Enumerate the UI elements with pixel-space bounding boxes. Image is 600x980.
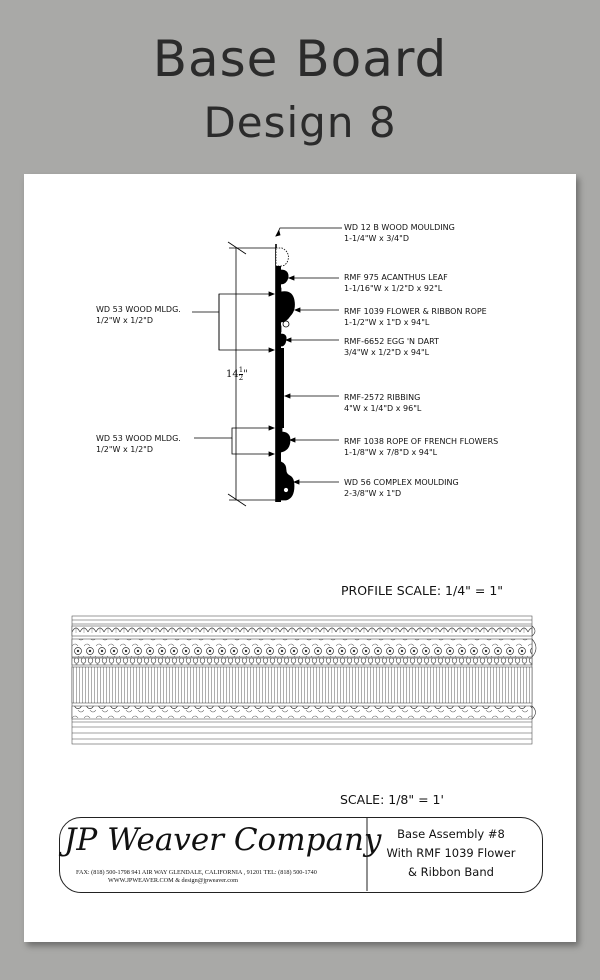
page-title: Base Board xyxy=(152,30,448,88)
callout-rmf2572-name: RMF-2572 RIBBING xyxy=(344,393,421,402)
callout-wd53-top-size: 1/2"W x 1/2"D xyxy=(96,316,153,325)
height-dimension-numerator: 1 xyxy=(238,366,244,374)
callout-rmf975-name: RMF 975 ACANTHUS LEAF xyxy=(344,273,448,282)
company-web: WWW.JPWEAVER.COM & design@jpweaver.com xyxy=(108,877,238,884)
callout-rmf1039-size: 1-1/2"W x 1"D x 94"L xyxy=(344,318,430,327)
assembly-info xyxy=(371,825,531,882)
elevation-strip xyxy=(72,616,536,744)
company-logo: JP Weaver Company xyxy=(64,822,382,858)
callout-rmf6652-name: RMF-6652 EGG 'N DART xyxy=(344,337,439,346)
callout-wd53-top-name: WD 53 WOOD MLDG. xyxy=(96,305,181,314)
assembly-line2: With RMF 1039 Flower xyxy=(386,846,516,860)
profile-scale-label: PROFILE SCALE: 1/4" = 1" xyxy=(341,583,504,598)
callout-wd12b-name: WD 12 B WOOD MOULDING xyxy=(344,223,455,232)
callout-rmf1039-name: RMF 1039 FLOWER & RIBBON ROPE xyxy=(344,307,487,316)
callout-rmf6652 xyxy=(344,336,439,358)
callout-wd56-size: 2-3/8"W x 1"D xyxy=(344,489,402,498)
callout-rmf1038-size: 1-1/8"W x 7/8"D x 94"L xyxy=(344,448,438,457)
callout-rmf975-size: 1-1/16"W x 1/2"D x 92"L xyxy=(344,284,443,293)
callout-rmf1038-name: RMF 1038 ROPE OF FRENCH FLOWERS xyxy=(344,437,499,446)
assembly-line3: & Ribbon Band xyxy=(408,865,494,879)
callout-wd53-bottom xyxy=(96,433,181,455)
callout-rmf2572-size: 4"W x 1/4"D x 96"L xyxy=(344,404,422,413)
page-subtitle: Design 8 xyxy=(203,98,397,147)
callout-rmf1038 xyxy=(344,436,498,458)
callout-wd12b-size: 1-1/4"W x 3/4"D xyxy=(344,234,409,243)
callout-wd53-bottom-size: 1/2"W x 1/2"D xyxy=(96,445,153,454)
drawing-sheet xyxy=(24,174,576,942)
callout-wd56 xyxy=(344,477,459,499)
assembly-line1: Base Assembly #8 xyxy=(397,827,505,841)
callout-wd12b xyxy=(344,222,455,244)
callout-rmf1039 xyxy=(344,306,487,328)
height-dimension-denominator: 2 xyxy=(238,374,244,382)
company-address: FAX: (818) 500-1798 941 AIR WAY GLENDALE, CALIFORNIA , 91201 TEL: (818) 500-1740 xyxy=(76,869,317,876)
height-dimension-unit: " xyxy=(243,369,248,380)
height-dimension xyxy=(226,367,248,382)
callout-wd56-name: WD 56 COMPLEX MOULDING xyxy=(344,478,459,487)
callout-rmf6652-size: 3/4"W x 1/2"D x 94"L xyxy=(344,348,430,357)
callout-wd53-top xyxy=(96,304,181,326)
callout-wd53-bottom-name: WD 53 WOOD MLDG. xyxy=(96,434,181,443)
elevation-scale-label: SCALE: 1/8" = 1' xyxy=(340,792,444,807)
height-dimension-whole: 14 xyxy=(226,369,239,380)
callout-rmf975 xyxy=(344,272,448,294)
callout-rmf2572 xyxy=(344,392,421,414)
